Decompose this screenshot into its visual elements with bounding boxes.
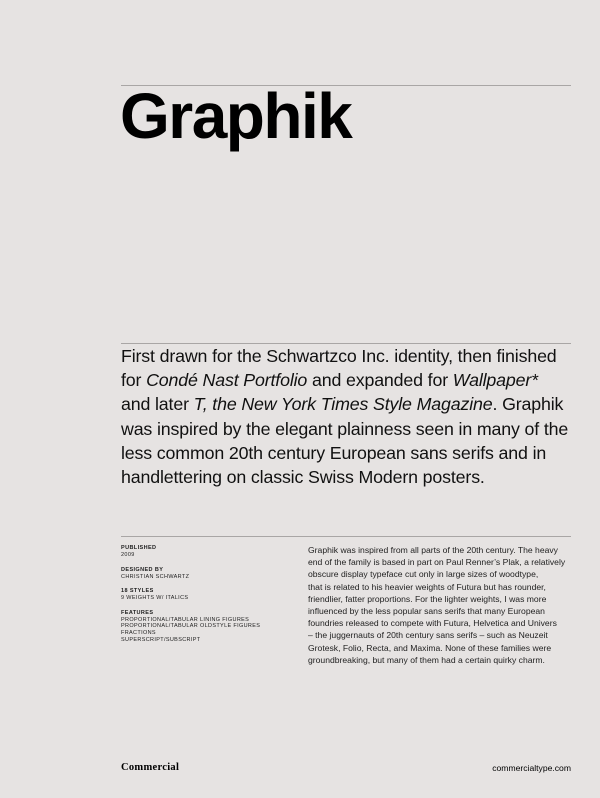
description-line: Graphik was inspired from all parts of the 20th century. The heavy [308, 545, 558, 555]
styles-label: 18 STYLES [121, 588, 154, 595]
intro-line [121, 417, 573, 441]
description-paragraph [308, 544, 574, 666]
details-divider [121, 536, 571, 537]
intro-text: for [121, 370, 147, 391]
brand-logo: Commercial [121, 762, 180, 773]
description-line: influenced by the less popular sans serifs that many European [308, 606, 545, 617]
description-line: groundbreaking, but many of them had a certain quirky charm. [308, 654, 545, 665]
feature-item: PROPORTIONAL/TABULAR LINING FIGURES [121, 616, 250, 623]
page-title: Graphik [120, 80, 352, 152]
designer-group [121, 567, 291, 581]
intro-italic-title: T, the New York Times Style Magazine [193, 394, 493, 415]
description-line: – the juggernauts of 20th century sans serifs – such as Neuzeit [308, 630, 548, 641]
published-group [121, 545, 291, 559]
features-label: FEATURES [121, 609, 154, 616]
intro-text: and later [121, 394, 194, 415]
designed-label: DESIGNED BY [121, 566, 164, 573]
intro-text: and expanded for [307, 370, 453, 391]
intro-paragraph [121, 344, 573, 489]
styles-value: 9 WEIGHTS W/ ITALICS [121, 595, 189, 602]
published-label: PUBLISHED [121, 545, 157, 551]
styles-group [121, 588, 291, 602]
features-group [121, 610, 291, 643]
intro-line [121, 368, 573, 392]
designed-value: CHRISTIAN SCHWARTZ [121, 573, 190, 580]
description-line: that is related to his heavier weights of Futura but has rounder, [308, 581, 546, 592]
intro-text: less common 20th century European sans serifs and in [121, 442, 547, 463]
intro-text: First drawn for the Schwartzco Inc. identity, then finished [121, 346, 557, 366]
intro-text: was inspired by the elegant plainness seen in many of the [121, 418, 569, 439]
intro-line [121, 441, 573, 465]
intro-line [121, 465, 573, 489]
published-value: 2009 [121, 552, 135, 558]
feature-item: FRACTIONS [121, 629, 156, 636]
website-link[interactable]: commercialtype.com [492, 763, 571, 773]
intro-line [121, 392, 573, 416]
metadata-column [121, 545, 291, 651]
intro-text: . Graphik [492, 394, 564, 415]
feature-item: SUPERSCRIPT/SUBSCRIPT [121, 636, 201, 643]
description-line: friendlier, fatter proportions. For the lighter weights, I was more [308, 593, 547, 604]
feature-item: PROPORTIONAL/TABULAR OLDSTYLE FIGURES [121, 623, 261, 630]
description-line: foundries released to compete with Futura, Helvetica and Univers [308, 618, 557, 629]
description-line: end of the family is based in part on Paul Renner’s Plak, a relatively [308, 557, 566, 568]
intro-line [121, 344, 573, 368]
description-line: Grotesk, Folio, Recta, and Maxima. None of these families were [308, 642, 552, 653]
intro-italic-title: Wallpaper* [452, 370, 538, 391]
intro-italic-title: Condé Nast Portfolio [146, 370, 308, 391]
intro-text: handlettering on classic Swiss Modern posters. [121, 467, 485, 488]
description-line: obscure display typeface cut only in large sizes of woodtype, [308, 569, 539, 580]
